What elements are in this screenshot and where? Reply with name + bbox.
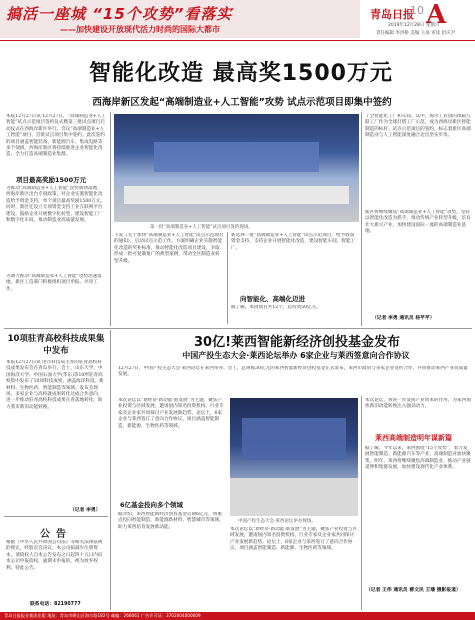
lead-col1-subhead: 项目最高奖励1500万元 [16, 176, 87, 184]
footer-text: 青岛日报报业集团出版 地址：青岛市崂山区海尔路182号 邮编：266061 广告许可证：3702004000009 [4, 613, 201, 618]
stage-screen [154, 142, 319, 172]
lead-col1-text2: 为推动“高端制造业+人工智能”攻势加快落地，西海岸新区出台专项政策，对企业实施智能化改造给予资金支持，单个项目最高奖励1500万元。同时，新区还设立专项资金支持工业互联网平台建设，鼓励企业开展数字化转型，建设智能工厂和数字化车间，推动制造业高质量发展。 [6, 186, 105, 224]
lead-right-text2: 新区将继续聚焦“高端制造业+人工智能”攻势，坚持以智能化改造为抓手，推动传统产业转型升级，培育壮大新兴产业，加快建设国际一流的高端制造业基地。 [365, 210, 471, 235]
column-divider [110, 330, 111, 610]
lead-col3-text2: 据了解，本批项目共12个，总投资50亿元。 [231, 305, 321, 310]
editor-credits: 責任编辑 李洪桥 美编 王岗 审读 赵庆尹 [376, 31, 456, 36]
laixi-right-text: 本次论坛，将进一步发挥产业资本的作用，为莱西加快新旧动能转换注入强劲动力。 [365, 398, 471, 410]
laixi-subheadline: 中国产投生态大会·莱西论坛举办 6家企业与莱西签意向合作协议 [182, 351, 410, 360]
column-divider [110, 112, 111, 326]
banner-slogan: 搞活一座城 “15个攻势”看落实 [6, 5, 233, 23]
page-number: 10 [410, 4, 424, 17]
audience-area [230, 478, 358, 516]
laixi-col1-text2: 据介绍，莱西智能新经济创投基金首期6亿元，将重点投向智能制造、新能源新材料、智慧城市等领域，助力莱西培育发展新动能。 [118, 512, 224, 530]
laixi-photo-caption: 中国产投生态大会·莱西论坛举办现场。 [238, 519, 316, 524]
column-divider [361, 396, 362, 610]
lead-col2-text: 下发《关于加快“高端制造业+人工智能”试点示范项目的通知》，启动试点示范工作。方案明确企业实施智能化改造的奖补标准，推动智能化改造项目建设，争取形成一批可复制推广的典型案例，带动全区制造业转型升级。 [114, 233, 224, 264]
banner-subtitle: ——加快建设开放现代活力时尚的国际大都市 [60, 25, 220, 34]
column-divider [361, 112, 362, 326]
header-rule [0, 40, 475, 41]
lead-headline: 智能化改造 最高奖1500万元 [89, 61, 393, 86]
forum-stage-photo [230, 398, 358, 516]
section-divider [4, 328, 472, 329]
signing-ceremony-photo [114, 114, 359, 222]
lead-col3-subhead: 向智能化、高端化迈进 [240, 295, 305, 303]
stage-screen [242, 418, 346, 460]
science-headline: 10项驻青高校科技成果集中发布 [7, 334, 105, 356]
stage-table [124, 186, 349, 204]
laixi-intro: 12月27日，中国产投生态大会·莱西论坛在莱西举办。会上，总规模30亿元的莱西智能新经济创投基金正式发布，莱西市政府与多家企业签约合作，共同推动莱西产业高质量发展。 [118, 366, 468, 378]
laixi-writers: （记者 王伟 通讯员 柳文民 王璠 摄影报道） [366, 588, 461, 593]
lead-col1-text: 本报12月27日讯 12月27日，“高端制造业+人工智能”试点示范项目签约仪式暨第三批试点项目启动仪式在西海岸新区举行。会议“高端制造业+人工智能”项目、首批试点项目集中签约。此次签约的项目涵盖智能装备、新能源汽车、集成电路等多个领域，西海岸新区将持续推进企业智能化改造，全力打造高端制造业集群。 [6, 114, 106, 158]
lead-col3-text: 新选择一批“高端制造业+人工智能”试点示范项目，给予政策资金支持，支持企业开展智能化改造，建设智能车间、智能工厂。 [231, 233, 356, 251]
lead-writers: （记者 李勇 通讯员 杨芊芊） [372, 316, 435, 321]
page-letter: A [426, 0, 447, 30]
issue-date: 2019年12月28日 星期六 [388, 23, 440, 28]
lead-subheadline: 西海岸新区发起“高端制造业+人工智能”攻势 试点示范项目即集中签约 [92, 97, 392, 108]
notice-title: 公告 [40, 529, 72, 540]
laixi-col2-text: 本次论坛以“新经济·新动能·新发展”为主题，聚焦产业投资与区域发展，邀请国内知名投资机构、行业专家及企业家共同探讨产业发展新趋势。论坛上，6家企业与莱西签订了意向合作协议，项目涵盖智能制造、新能源、生物医药等领域。 [230, 527, 358, 552]
laixi-right-subhead: 莱西高端制造明年谋新篇 [375, 434, 452, 442]
laixi-col1-text: 本次论坛以“新经济·新动能·新发展”为主题，聚焦产业投资与区域发展，邀请国内知名投资机构、行业专家及企业家共同探讨产业发展新趋势。论坛上，6家企业与莱西签订了意向合作协议，项目涵盖智能制造、新能源、生物医药等领域。 [118, 398, 224, 429]
science-writers: （记者 李勇） [70, 508, 101, 513]
laixi-col1-subhead: 6亿基金投向多个领域 [120, 501, 184, 509]
laixi-right-text2: 据了解，今年以来，莱西围绕“15个攻势”，着力发展智能制造、新能源汽车等产业，高端制造业加快聚集。明年，莱西将继续聚焦高端制造业，推动产业链延伸和集群发展，加快建设现代化产业体系。 [365, 446, 471, 471]
notice-text: 根据《中华人民共和国公司法》等相关法律法规的规定，经股东会决议，本公司拟减少注册资本，请债权人自本公告发布之日起四十五日内向本公司申报债权，逾期未申报的，视为放弃权利。特此公告。 [6, 540, 103, 571]
section-divider [4, 516, 108, 517]
laixi-headline: 30亿!莱西智能新经济创投基金发布 [193, 335, 401, 350]
lead-photo-caption: 第一批“高端制造业+人工智能”试点项目签约现场。 [150, 225, 253, 230]
lead-right-text: 了全智能化工厂和车间。其中，海尔工业园的冰箱互联工厂作为全球灯塔工厂示范，成为西海岸新区智能制造的标杆。试点示范项目的签约，标志着新区高端制造业与人工智能深度融合迈出坚实步伐。 [365, 114, 471, 139]
science-text: 本报12月27日讯 由市科技局主办的驻青高校科技成果发布会在青岛举行。会上，山东大学、中国海洋大学、中国石油大学(华东)等10所驻青高校集中发布了10项科技成果，涵盖海洋科技、新材料、生物医药、智能制造等领域。发布会现场，多家企业与高校就成果转化达成合作意向，进一步推动驻青高校科技成果在青落地转化，助力我市新旧动能转换。 [6, 360, 104, 410]
lead-col1-text3: 为调力推动“高端制造业+人工智能”攻势迅速落地，新区工信部门积极组织项目申报、评审工作。 [6, 274, 102, 292]
column-divider [227, 232, 228, 324]
notice-contact: 联系电话：82190777 [30, 602, 81, 607]
newspaper-logo: 青岛日报 [370, 8, 414, 21]
